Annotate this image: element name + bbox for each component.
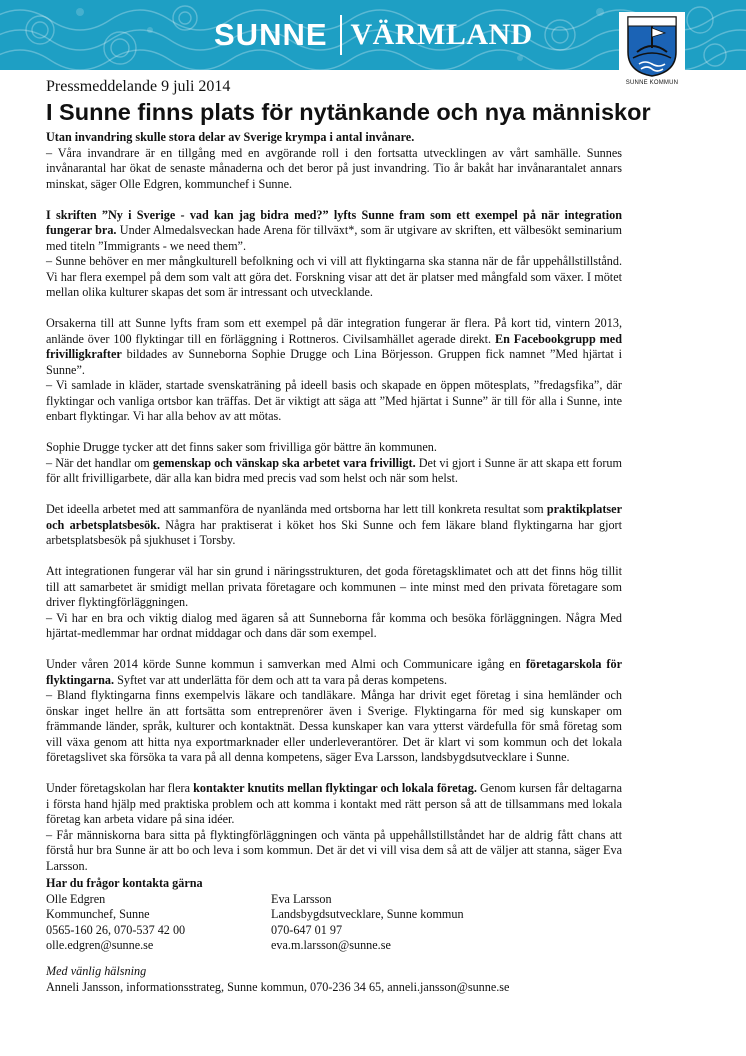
paragraph-2 [46, 208, 622, 301]
paragraph-5 [46, 502, 622, 549]
paragraph-5-text2: Några har praktiserat i köket hos Ski Sunne och fem läkare bland flyktingarna har gjort arbetsplatsbesök på sjukhuset i Torsby. [46, 517, 623, 547]
contact-1-phone: 0565-160 26, 070-537 42 00 [46, 922, 186, 937]
paragraph-7-text1: Under våren 2014 körde Sunne kommun i samverkan med Almi och Communicare igång en [46, 657, 526, 671]
contact-person-2 [271, 876, 464, 954]
contact-2-role: Landsbygdsutvecklare, Sunne kommun [271, 907, 464, 921]
paragraph-8 [46, 781, 622, 874]
brand-varmland: VÄRMLAND [350, 18, 533, 51]
contact-2-name: Eva Larsson [271, 891, 332, 906]
paragraph-6 [46, 564, 622, 642]
contact-2-email[interactable]: eva.m.larsson@sunne.se [271, 938, 391, 952]
municipal-crest [619, 12, 685, 92]
closing-signature: Anneli Jansson, informationsstrateg, Sunne kommun, 070-236 34 65, anneli.jansson@sunne.se [46, 979, 510, 994]
paragraph-4 [46, 440, 622, 487]
paragraph-3-bold: En Facebookgrupp med frivilligkrafter [46, 331, 622, 361]
contact-1-role: Kommunchef, Sunne [46, 907, 150, 921]
paragraph-4-bold: gemenskap och vänskap ska arbetet vara frivilligt. [152, 455, 416, 470]
paragraph-4-text1: Sophie Drugge tycker att det finns saker som frivilliga gör bättre än kommunen. [46, 440, 437, 454]
paragraph-2-text1: Under Almedalsveckan hade Arena för tillväxt*, som är utgivare av skriften, ett välbesökt seminarium med titeln ”Immigrants - we need them”. [46, 223, 622, 253]
paragraph-7-bold: företagarskola för flyktingarna. [46, 657, 622, 687]
press-release-date: Pressmeddelande 9 juli 2014 [46, 78, 231, 95]
article-body [46, 130, 622, 890]
paragraph-1-text: – Våra invandrare är en tillgång med en avgörande roll i den fortsatta utvecklingen av vårt samhälle. Sunnes invånarantal har ökat de senaste månaderna och det beror på just invandring. Tio år bakåt har invånarantalet annars minskat, säger Olle Edgren, kommunchef i Sunne. [46, 145, 622, 191]
paragraph-6-text1: Att integrationen fungerar väl har sin grund i näringsstrukturen, det goda företagsklimatet och att det finns hög tillit till att samarbetet är smidigt mellan privata företagare och kommunen – inte minst med den privata företagare som driver flyktingförläggningen. [46, 564, 622, 609]
paragraph-8-text2: Genom kursen får deltagarna i första hand hjälp med praktiska problem och att komma i kontakt med rätt person så att de tillsammans med lokala företag kan arbeta vidare på sina idéer. [46, 781, 622, 826]
paragraph-8-text3: – Får människorna bara sitta på flyktingförläggningen och vänta på uppehållstillståndet har de aldrig fått chans att förstå hur bra Sunne är att bo och leva i som kommun. Det är det vi vill visa dem så att de väljer att stanna, säger Eva Larsson. [46, 827, 622, 873]
page-title: I Sunne finns plats för nytänkande och nya människor [46, 99, 651, 125]
paragraph-3 [46, 316, 622, 425]
contact-heading: Har du frågor kontakta gärna [46, 876, 203, 890]
paragraph-7-text3: – Bland flyktingarna finns exempelvis läkare och tandläkare. Många har drivit eget företag i sina hemländer och önskar inget hellre än att fortsätta som entreprenörer även i Sverige. Flyktingarna för med sig kunskaper om främmande länder, språk, kulturer och kontaktnät. Dessa kunskaper kan vara ytterst värdefulla för små företag som vill växa genom att hitta nya exportmarknader eller underleverantörer. Det är klart vi som kommun och det lokala företagslivet ska försöka ta vara på all denna kompetens, säger Eva Larsson, landsbygdsutvecklare i Sunne. [46, 688, 622, 764]
paragraph-7-text2: Syftet var att underlätta för dem och att ta vara på deras kompetens. [114, 672, 448, 687]
paragraph-7 [46, 657, 622, 766]
paragraph-5-text1: Det ideella arbetet med att sammanföra de nyanlända med ortsborna har lett till konkreta resultat som [46, 502, 547, 516]
paragraph-4-text3: Det vi gjort i Sunne är att skapa ett forum för allt frivilligarbete, där alla kan bidra med precis vad som helst och när som helst. [46, 455, 622, 485]
contact-1-name: Olle Edgren [46, 891, 106, 906]
brand-sunne: SUNNE [214, 17, 328, 52]
paragraph-3-text3: – Vi samlade in kläder, startade svenskaträning på ideell basis och skapade en öppen mötesplats, ”fredagsfika”, där flyktingar och vanliga ortsbor kan träffas. Det är viktigt att säga att ”Med hjärtat i Sunne” är till för alla i Sunne, inte enbart flyktingar. Vi har alla behov av att mötas. [46, 378, 622, 423]
paragraph-2-lead: I skriften ”Ny i Sverige - vad kan jag bidra med?” lyfts Sunne fram som ett exempel på när integration fungerar bra. [46, 207, 622, 237]
contact-person-1 [46, 892, 271, 954]
brand-divider [340, 15, 342, 55]
closing-greeting: Med vänlig hälsning [46, 964, 147, 978]
paragraph-8-text1: Under företagskolan har flera [46, 781, 194, 795]
paragraph-2-text2: – Sunne behöver en mer mångkulturell befolkning och vi vill att flyktingarna ska stanna när de får uppehållstillstånd. Vi har flera exempel på dem som valt att göra det. Forskning visar att det är platser med mångfald som växer. I mötet mellan olika kulturer skapas det som är intressant och utvecklande. [46, 254, 622, 299]
closing-section [46, 964, 509, 995]
contact-section [46, 876, 464, 954]
crest-shield-icon [625, 14, 679, 78]
contact-1-email[interactable]: olle.edgren@sunne.se [46, 938, 154, 952]
contact-2-phone: 070-647 01 97 [271, 922, 343, 937]
paragraph-1-lead: Utan invandring skulle stora delar av Sverige krympa i antal invånare. [46, 130, 415, 144]
paragraph-3-text1: Orsakerna till att Sunne lyfts fram som ett exempel på där integration fungerar är flera. På kort tid, vintern 2013, anlände över 100 flyktingar till en förläggning i Rottneros. Civilsamhället agerade direkt. [46, 316, 622, 346]
contact-columns [46, 892, 464, 954]
paragraph-5-bold: praktikplatser och arbetsplatsbesök. [46, 502, 622, 532]
crest-caption: SUNNE KOMMUN [625, 80, 679, 86]
paragraph-1 [46, 130, 622, 192]
paragraph-8-bold: kontakter knutits mellan flyktingar och lokala företag. [193, 781, 477, 795]
brand-logo [214, 12, 533, 58]
paragraph-3-text2: bildades av Sunneborna Sophie Drugge och Lina Börjesson. Gruppen fick namnet ”Med hjärtat i Sunne”. [46, 347, 622, 377]
paragraph-6-text2: – Vi har en bra och viktig dialog med ägaren så att Sunneborna får komma och besöka förläggningen. Några Med hjärtat-medlemmar har ordnat middagar och dans där som exempel. [46, 610, 622, 640]
paragraph-4-text2: – När det handlar om [46, 455, 153, 470]
